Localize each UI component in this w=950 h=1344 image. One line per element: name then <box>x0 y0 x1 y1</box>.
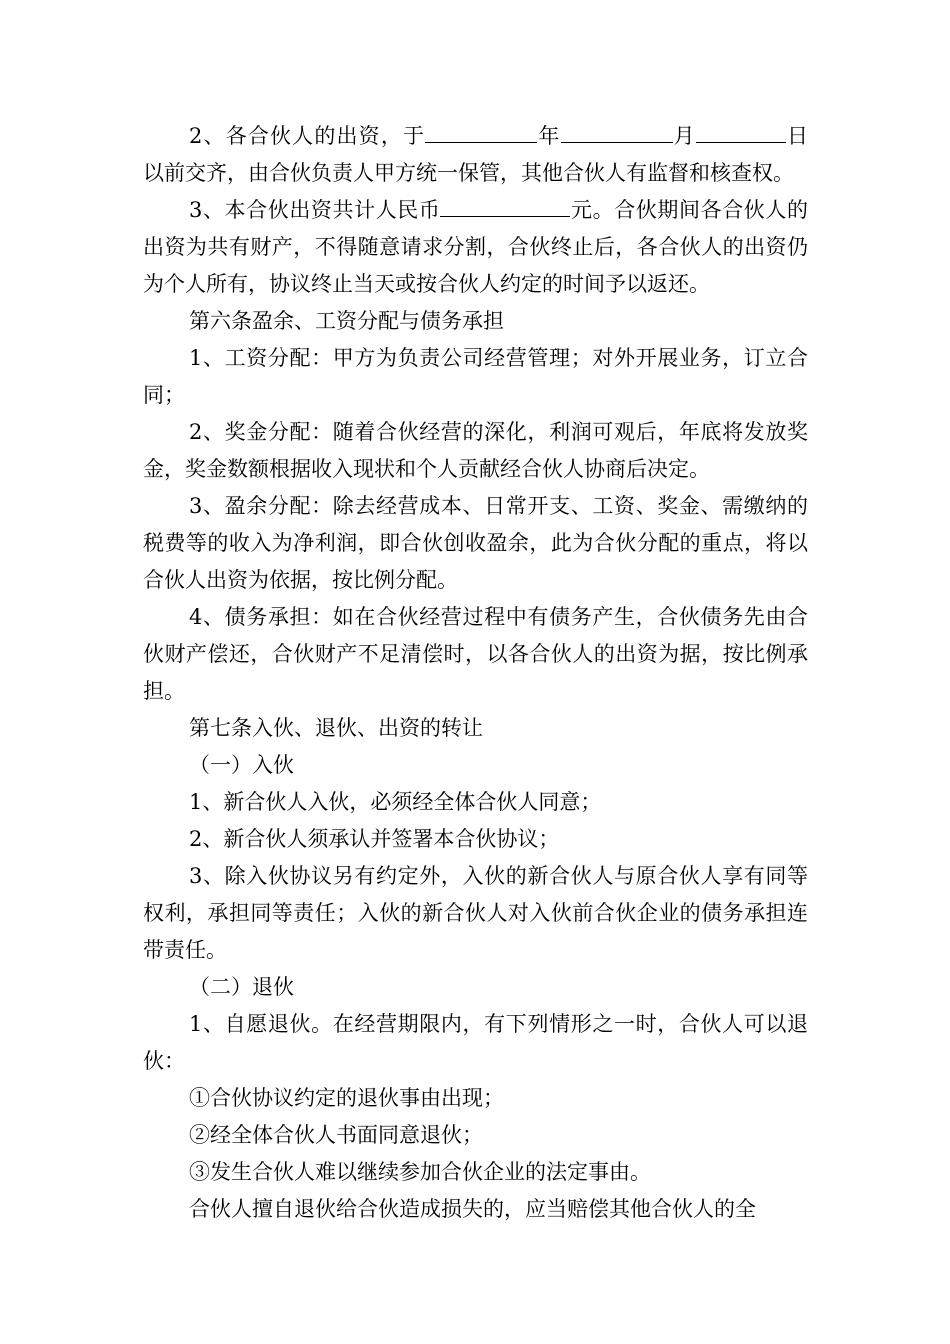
admission-item-2: 2、新合伙人须承认并签署本合伙协议； <box>189 827 560 851</box>
day-blank <box>696 118 786 143</box>
withdrawal-case-2: ②经全体合伙人书面同意退伙； <box>189 1123 483 1147</box>
bonus-distribution-paragraph: 2、奖金分配：随着合伙经营的深化，利润可观后，年底将发放奖金，奖金数额根据收入现状和个人贡献经合伙人协商后决定。 <box>143 420 808 481</box>
withdrawal-case-1: ①合伙协议约定的退伙事由出现； <box>189 1086 504 1110</box>
month-label: 月 <box>672 124 696 148</box>
unauthorized-withdrawal-paragraph: 合伙人擅自退伙给合伙造成损失的，应当赔偿其他合伙人的全 <box>189 1197 756 1221</box>
admission-item-1: 1、新合伙人入伙，必须经全体合伙人同意； <box>189 790 602 814</box>
year-blank <box>425 118 537 143</box>
paragraph-text: 2、各合伙人的出资，于 <box>189 124 426 148</box>
month-blank <box>561 118 673 143</box>
amount-blank <box>440 192 570 217</box>
document-body <box>143 118 808 1228</box>
total-contribution-paragraph <box>143 192 808 303</box>
admission-item-3: 3、除入伙协议另有约定外，入伙的新合伙人与原合伙人享有同等权利，承担同等责任；入伙的新合伙人对入伙前合伙企业的债务承担连带责任。 <box>143 864 808 962</box>
article-7-heading: 第七条入伙、退伙、出资的转让 <box>189 716 483 740</box>
surplus-distribution-paragraph: 3、盈余分配：除去经营成本、日常开支、工资、奖金、需缴纳的税费等的收入为净利润，即合伙创收盈余，此为合伙分配的重点，将以合伙人出资为依据，按比例分配。 <box>143 494 808 592</box>
debt-bearing-paragraph: 4、债务承担：如在合伙经营过程中有债务产生，合伙债务先由合伙财产偿还，合伙财产不足清偿时，以各合伙人的出资为据，按比例承担。 <box>143 605 808 703</box>
contribution-deadline-paragraph <box>143 118 808 192</box>
admission-subheading: （一）入伙 <box>189 753 294 777</box>
withdrawal-item-1: 1、自愿退伙。在经营期限内，有下列情形之一时，合伙人可以退伙： <box>143 1012 808 1073</box>
article-6-heading: 第六条盈余、工资分配与债务承担 <box>189 309 504 333</box>
withdrawal-case-3: ③发生合伙人难以继续参加合伙企业的法定事由。 <box>189 1160 651 1184</box>
year-label: 年 <box>537 124 561 148</box>
paragraph-text: 元。合伙期间各合伙人的出资为共有财产，不得随意请求分割，合伙终止后，各合伙人的出资仍为个人所有，协议终止当天或按合伙人约定的时间予以返还。 <box>143 198 808 296</box>
withdrawal-subheading: （二）退伙 <box>189 975 294 999</box>
salary-distribution-paragraph: 1、工资分配：甲方为负责公司经营管理；对外开展业务，订立合同； <box>143 346 808 407</box>
paragraph-text: 3、本合伙出资共计人民币 <box>189 198 441 222</box>
paragraph-text: 日以前交齐，由合伙负责人甲方统一保管，其他合伙人有监督和核查权。 <box>143 124 808 185</box>
